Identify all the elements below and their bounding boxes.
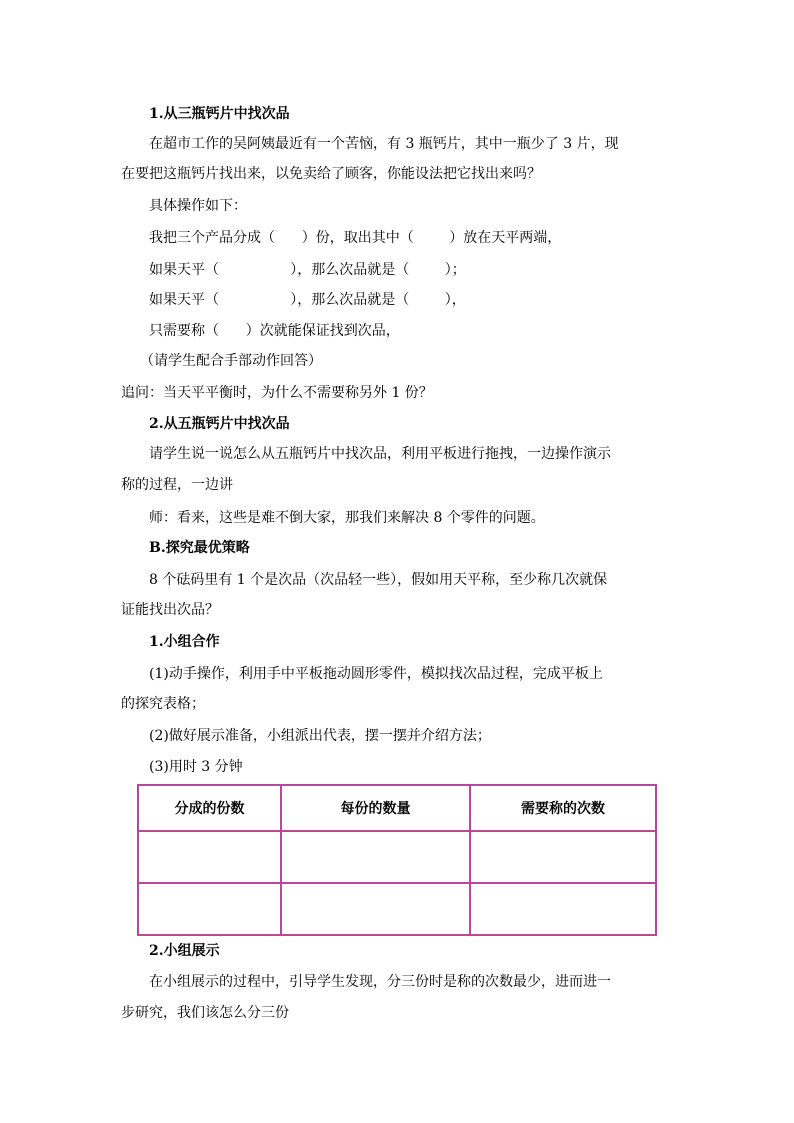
fill-blank-line: 只需要称（ ）次就能保证找到次品， [149,323,400,339]
table-cell[interactable] [470,831,656,883]
table-row [138,831,656,883]
list-item-continuation: 的探究表格； [121,696,205,712]
fill-blank-line: 我把三个产品分成（ ）份，取出其中（ ）放在天平两端， [149,230,562,246]
table-cell[interactable] [138,831,281,883]
paragraph-line: 请学生说一说怎么从五瓶钙片中找次品，利用平板进行拖拽，一边操作演示 [149,446,611,462]
paragraph-line: 具体操作如下： [149,198,247,214]
table-cell[interactable] [470,883,656,935]
table-cell[interactable] [281,883,470,935]
list-item: (2)做好展示准备，小组派出代表，摆一摆并介绍方法； [149,728,491,744]
paragraph-line: 8 个砝码里有 1 个是次品（次品轻一些），假如用天平称，至少称几次就保 [149,572,608,588]
section-heading-three-bottles: 1.从三瓶钙片中找次品 [149,106,290,122]
section-heading-group-work: 1.小组合作 [149,634,220,650]
paragraph-line: 追问：当天平平衡时，为什么不需要称另外 1 份？ [121,385,433,401]
paragraph-line: （请学生配合手部动作回答） [140,353,322,369]
paragraph-line: 在小组展示的过程中，引导学生发现，分三份时是称的次数最少，进而进一 [149,974,611,990]
list-item: (1)动手操作，利用手中平板拖动圆形零件，模拟找次品过程，完成平板上 [149,666,603,682]
paragraph-line: 证能找出次品？ [121,602,219,618]
table-cell[interactable] [138,883,281,935]
table-cell[interactable] [281,831,470,883]
fill-blank-line: 如果天平（ ），那么次品就是（ ）， [149,292,466,308]
paragraph-line: 称的过程，一边讲 [121,477,233,493]
fill-blank-line: 如果天平（ ），那么次品就是（ ）； [149,262,466,278]
table-row [138,883,656,935]
paragraph-line: 在超市工作的吴阿姨最近有一个苦恼，有 3 瓶钙片，其中一瓶少了 3 片，现 [149,136,619,152]
paragraph-line: 在要把这瓶钙片找出来，以免卖给了顾客，你能设法把它找出来吗？ [121,166,541,182]
paragraph-line: 师：看来，这些是难不倒大家，那我们来解决 8 个零件的问题。 [149,510,545,526]
table-header-cell: 分成的份数 [138,785,281,831]
section-heading-strategy: B.探究最优策略 [149,540,250,556]
table-header-cell: 每份的数量 [281,785,470,831]
table-header-cell: 需要称的次数 [470,785,656,831]
section-heading-group-showcase: 2.小组展示 [149,943,220,959]
section-heading-five-bottles: 2.从五瓶钙片中找次品 [149,416,290,432]
table-header-row [138,785,656,831]
exploration-table [137,784,657,936]
paragraph-line: 步研究，我们该怎么分三份 [121,1005,289,1021]
list-item: (3)用时 3 分钟 [149,759,243,775]
